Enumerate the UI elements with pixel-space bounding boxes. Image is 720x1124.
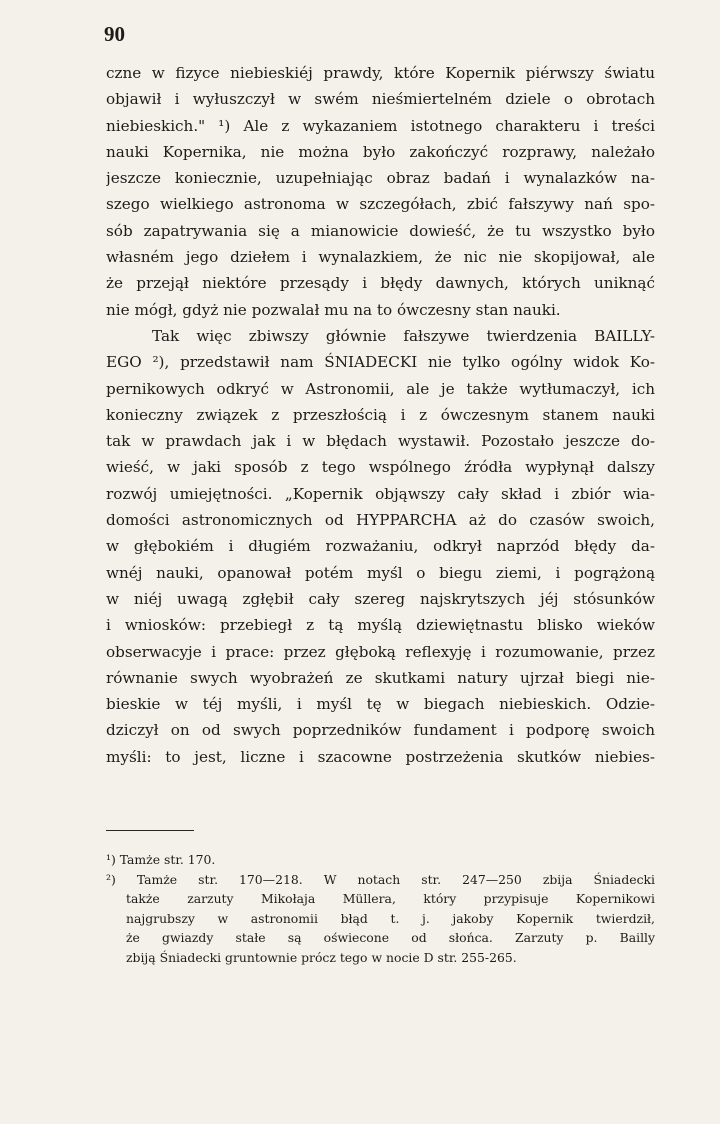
text-line: wnéj nauki, opanował potém myśl o biegu ziemi, i pogrążoną bbox=[106, 563, 655, 582]
text-line: pernikowych odkryć w Astronomii, ale je także wytłumaczył, ich bbox=[106, 379, 655, 398]
footnote-separator bbox=[106, 830, 194, 831]
page-number: 90 bbox=[104, 22, 125, 46]
text-line: domości astronomicznych od HYPPARCHA aż do czasów swoich, bbox=[106, 511, 655, 530]
text-line: w głębokiém i długiém rozważaniu, odkrył naprzód błędy da- bbox=[106, 537, 655, 556]
footnote-line: ²) Tamże str. 170—218. W notach str. 247—250 zbija Śniadecki bbox=[106, 871, 655, 887]
text-line: bieskie w téj myśli, i myśl tę w biegach niebieskich. Odzie- bbox=[106, 695, 655, 714]
footnote-line: zbiją Śniadecki gruntownie prócz tego w nocie D str. 255-265. bbox=[126, 949, 517, 965]
footnote-line: ¹) Tamże str. 170. bbox=[106, 852, 216, 867]
text-line: dziczył on od swych poprzedników fundament i podporę swoich bbox=[106, 721, 655, 740]
text-line: EGO ²), przedstawił nam ŚNIADECKI nie tylko ogólny widok Ko- bbox=[106, 353, 655, 372]
text-line: że przejął niektóre przesądy i błędy dawnych, których uniknąć bbox=[106, 274, 655, 293]
text-line: objawił i wyłuszczył w swém nieśmiertelném dziele o obrotach bbox=[106, 90, 655, 109]
text-line: nauki Kopernika, nie można było zakończyć rozprawy, należało bbox=[106, 142, 655, 161]
text-line: myśli: to jest, liczne i szacowne postrzeżenia skutków niebies- bbox=[106, 747, 655, 766]
text-line: nie mógł, gdyż nie pozwalał mu na to ówczesny stan nauki. bbox=[106, 300, 561, 319]
text-line: w niéj uwagą zgłębił cały szereg najskrytszych jéj stósunków bbox=[106, 589, 655, 608]
body-text bbox=[106, 60, 655, 770]
text-line: wieść, w jaki sposób z tego wspólnego źródła wypłynął dalszy bbox=[106, 458, 655, 477]
text-line: równanie swych wyobrażeń ze skutkami natury ujrzał biegi nie- bbox=[106, 668, 655, 687]
text-line: własném jego dziełem i wynalazkiem, że nic nie skopijował, ale bbox=[106, 248, 655, 267]
footnotes bbox=[106, 850, 655, 967]
text-line: Tak więc zbiwszy głównie fałszywe twierdzenia BAILLY- bbox=[152, 326, 655, 345]
text-line: szego wielkiego astronoma w szczegółach, zbić fałszywy nań spo- bbox=[106, 195, 655, 214]
text-line: tak w prawdach jak i w błędach wystawił. Pozostało jeszcze do- bbox=[106, 432, 655, 451]
text-line: sób zapatrywania się a mianowicie dowieść, że tu wszystko było bbox=[106, 221, 655, 240]
text-line: jeszcze koniecznie, uzupełniając obraz badań i wynalazków na- bbox=[106, 169, 655, 188]
text-line: czne w fizyce niebieskiéj prawdy, które Kopernik piérwszy światu bbox=[106, 64, 655, 82]
footnote-line: że gwiazdy stałe są oświecone od słońca. Zarzuty p. Bailly bbox=[126, 930, 655, 945]
footnote-line: najgrubszy w astronomii błąd t. j. jakoby Kopernik twierdził, bbox=[126, 910, 655, 926]
text-line: i wniosków: przebiegł z tą myślą dziewiętnastu blisko wieków bbox=[106, 616, 655, 635]
footnote-line: także zarzuty Mikołaja Müllera, który przypisuje Kopernikowi bbox=[126, 891, 655, 906]
text-line: rozwój umiejętności. „Kopernik objąwszy cały skład i zbiór wia- bbox=[106, 484, 655, 503]
text-line: niebieskich." ¹) Ale z wykazaniem istotnego charakteru i treści bbox=[106, 116, 655, 135]
text-line: konieczny związek z przeszłością i z ówczesnym stanem nauki bbox=[106, 405, 655, 424]
text-line: obserwacyje i prace: przez głęboką reflexyję i rozumowanie, przez bbox=[106, 642, 655, 661]
